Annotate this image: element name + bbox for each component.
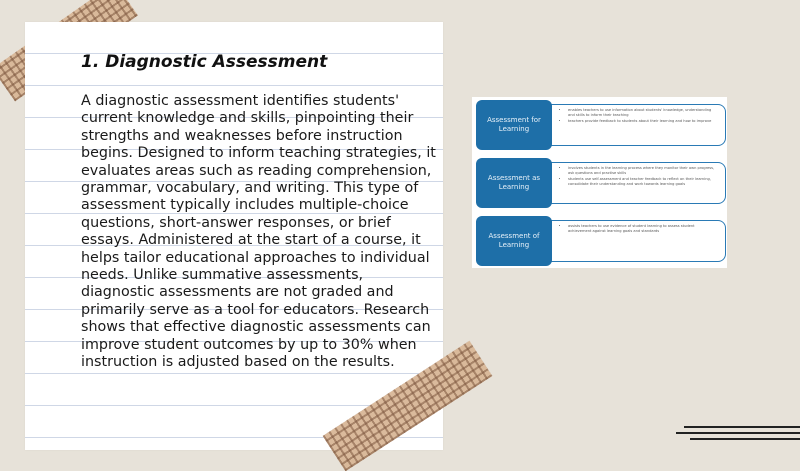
assessment-types-diagram bbox=[472, 97, 727, 268]
slide-body-text: A diagnostic assessment identifies students' current knowledge and skills, pinpointing their strengths and weaknesses before instruction begins. Designed to inform teaching strategies, it evaluates areas such as reading comprehension, grammar, vocabulary, and writing. This type of assessment typically includes multiple-choice questions, short-answer responses, or brief essays. Administered at the start of a course, it helps tailor educational approaches to individual needs. Unlike summative assessments, diagnostic assessments are not graded and primarily serve as a tool for educators. Research shows that effective diagnostic assessments can improve student outcomes by up to 30% when instruction is adjusted based on the results. bbox=[81, 93, 436, 371]
decorative-lines bbox=[676, 424, 800, 444]
diagram-row-for-learning bbox=[476, 100, 726, 150]
diagram-bullet: • assists teachers to use evidence of student learning to assess student achievement against learning goals and standards bbox=[568, 224, 719, 234]
diagram-bullet: • involves students in the learning process where they monitor their own progress, ask questions and practise skills bbox=[568, 166, 719, 176]
decorative-line bbox=[690, 438, 800, 440]
diagram-row-of-learning bbox=[476, 216, 726, 266]
diagram-bullet: • enables teachers to use information about students' knowledge, understanding and skills to inform their teaching bbox=[568, 108, 719, 118]
decorative-line bbox=[676, 432, 800, 434]
diagram-description-box bbox=[548, 162, 726, 204]
diagram-bullet: • teachers provide feedback to students about their learning and how to improve bbox=[568, 119, 719, 124]
diagram-description-box bbox=[548, 104, 726, 146]
slide-title: 1. Diagnostic Assessment bbox=[81, 52, 328, 72]
diagram-row-as-learning bbox=[476, 158, 726, 208]
diagram-label-box: Assessment of Learning bbox=[476, 216, 552, 266]
diagram-label-box: Assessment for Learning bbox=[476, 100, 552, 150]
diagram-bullet: • students use self-assessment and teacher feedback to reflect on their learning, consolidate their understanding and work towards learning goals bbox=[568, 177, 719, 187]
decorative-line bbox=[684, 426, 800, 428]
diagram-description-box bbox=[548, 220, 726, 262]
diagram-label-box: Assessment as Learning bbox=[476, 158, 552, 208]
